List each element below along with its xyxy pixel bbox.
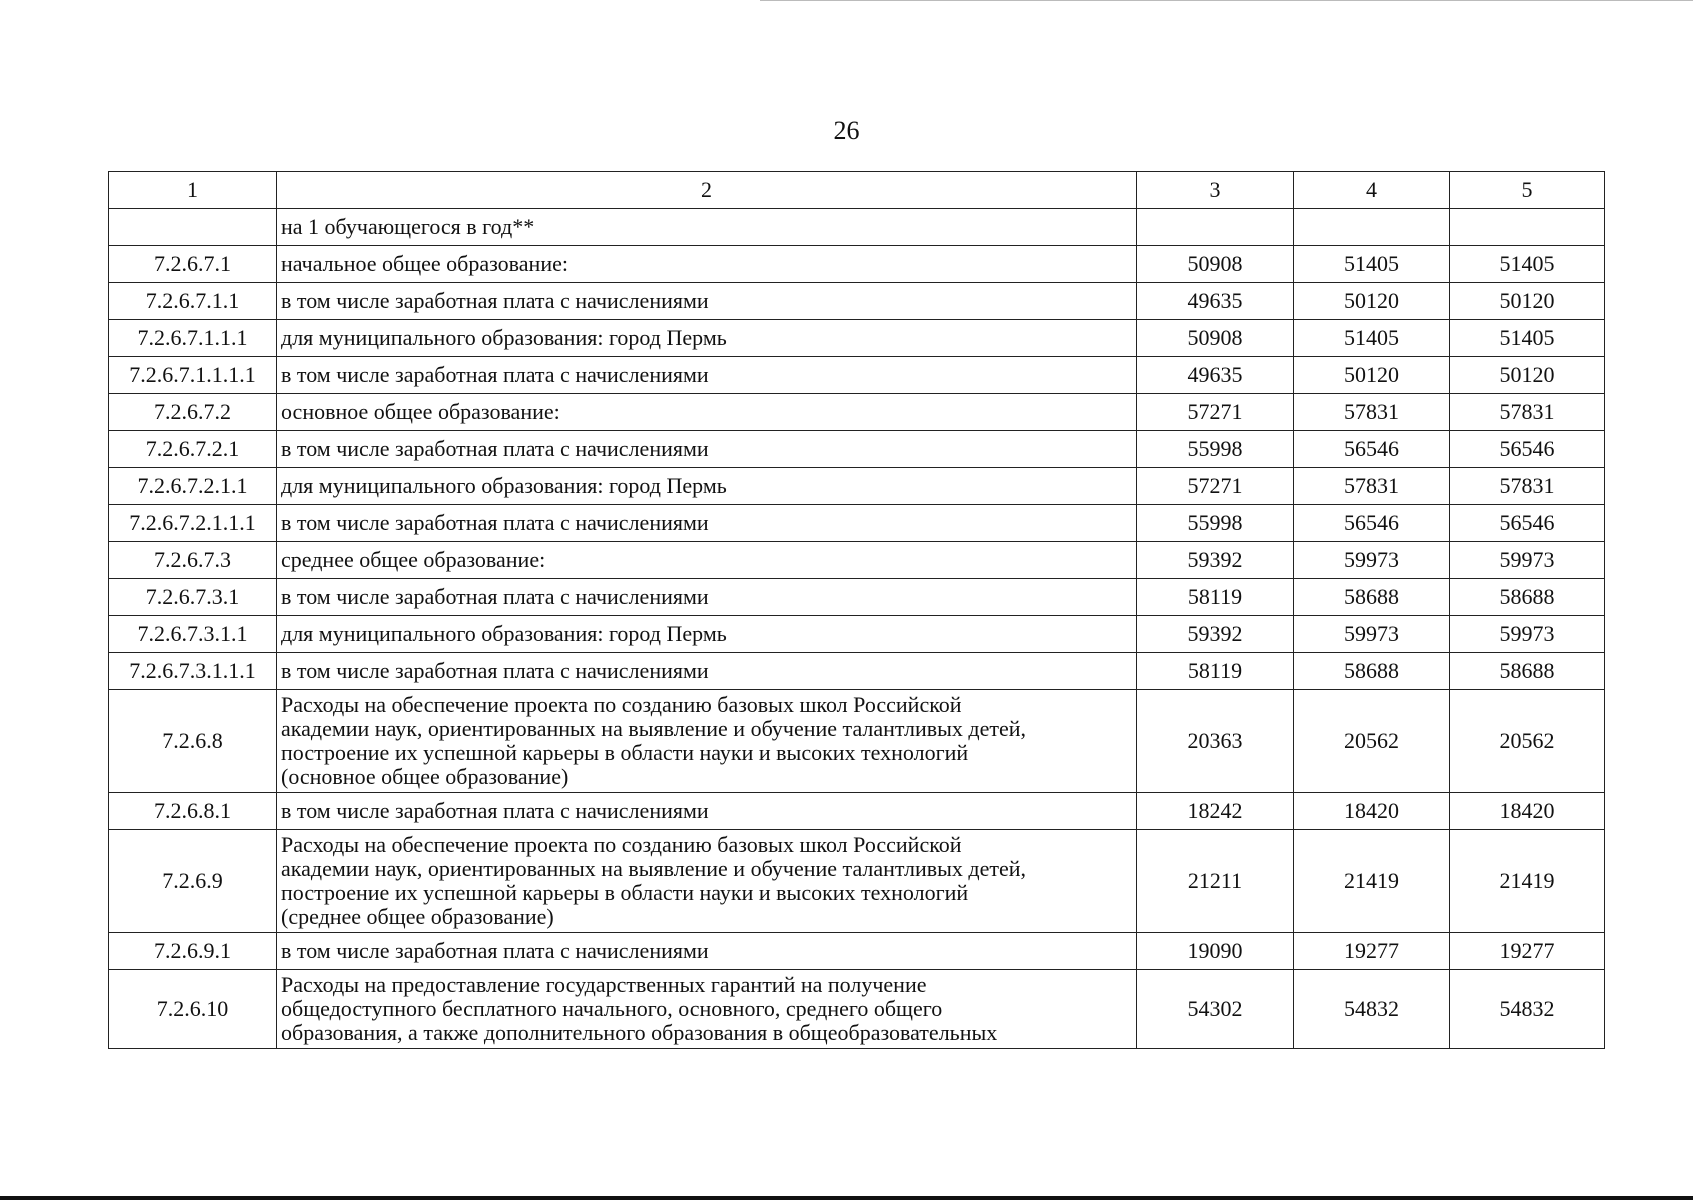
row-code-cell: 7.2.6.9 (109, 830, 277, 933)
row-code-cell: 7.2.6.7.3.1 (109, 579, 277, 616)
row-value-v5: 56546 (1450, 431, 1605, 468)
row-code-cell: 7.2.6.8.1 (109, 793, 277, 830)
row-value-v3: 50908 (1137, 246, 1294, 283)
row-value-v3: 19090 (1137, 933, 1294, 970)
row-name-cell: в том числе заработная плата с начислениями (277, 793, 1137, 830)
row-name-cell: для муниципального образования: город Пермь (277, 616, 1137, 653)
table-row (109, 616, 1605, 653)
row-code-cell: 7.2.6.9.1 (109, 933, 277, 970)
row-value-v4 (1294, 209, 1450, 246)
row-value-v4: 50120 (1294, 357, 1450, 394)
row-name-cell: основное общее образование: (277, 394, 1137, 431)
row-value-v3: 59392 (1137, 542, 1294, 579)
table-row (109, 505, 1605, 542)
table-body (109, 172, 1605, 1049)
row-value-v4: 50120 (1294, 283, 1450, 320)
column-number-cell: 5 (1450, 172, 1605, 209)
row-value-v3: 21211 (1137, 830, 1294, 933)
row-name-line: (среднее общее образование) (281, 904, 554, 929)
table-row (109, 320, 1605, 357)
row-name-cell: среднее общее образование: (277, 542, 1137, 579)
row-code-cell: 7.2.6.7.1.1.1.1 (109, 357, 277, 394)
row-name-line: общедоступного бесплатного начального, основного, среднего общего (281, 996, 943, 1021)
row-value-v3 (1137, 209, 1294, 246)
row-code-cell: 7.2.6.7.1 (109, 246, 277, 283)
row-code-cell: 7.2.6.7.2.1.1.1 (109, 505, 277, 542)
row-value-v5: 50120 (1450, 357, 1605, 394)
row-name-cell: в том числе заработная плата с начислениями (277, 653, 1137, 690)
table-row (109, 283, 1605, 320)
table-row (109, 830, 1605, 933)
row-value-v5: 54832 (1450, 970, 1605, 1049)
row-value-v4: 59973 (1294, 616, 1450, 653)
table-row (109, 468, 1605, 505)
row-code-cell: 7.2.6.7.1.1 (109, 283, 277, 320)
row-value-v5: 51405 (1450, 320, 1605, 357)
column-number-cell: 3 (1137, 172, 1294, 209)
row-value-v3: 59392 (1137, 616, 1294, 653)
table-row (109, 431, 1605, 468)
table-row (109, 542, 1605, 579)
row-value-v4: 21419 (1294, 830, 1450, 933)
table-row (109, 579, 1605, 616)
row-name-line: Расходы на обеспечение проекта по созданию базовых школ Российской (281, 692, 962, 717)
row-code-cell: 7.2.6.7.3.1.1.1 (109, 653, 277, 690)
row-value-v3: 50908 (1137, 320, 1294, 357)
row-value-v3: 57271 (1137, 468, 1294, 505)
column-number-cell: 2 (277, 172, 1137, 209)
row-name-cell: в том числе заработная плата с начислениями (277, 431, 1137, 468)
row-value-v5: 18420 (1450, 793, 1605, 830)
table-row (109, 970, 1605, 1049)
table-row (109, 246, 1605, 283)
table-row (109, 933, 1605, 970)
table-row (109, 209, 1605, 246)
row-name-line: построение их успешной карьеры в области науки и высоких технологий (281, 880, 969, 905)
row-name-cell: начальное общее образование: (277, 246, 1137, 283)
row-name-cell: в том числе заработная плата с начислениями (277, 357, 1137, 394)
row-value-v3: 57271 (1137, 394, 1294, 431)
row-value-v3: 55998 (1137, 505, 1294, 542)
row-value-v4: 59973 (1294, 542, 1450, 579)
table-row (109, 653, 1605, 690)
row-name-cell: для муниципального образования: город Пермь (277, 320, 1137, 357)
row-name-line: академии наук, ориентированных на выявление и обучение талантливых детей, (281, 856, 1027, 881)
row-value-v5: 57831 (1450, 394, 1605, 431)
row-value-v4: 20562 (1294, 690, 1450, 793)
row-value-v5: 59973 (1450, 616, 1605, 653)
row-value-v4: 51405 (1294, 320, 1450, 357)
row-name-cell: для муниципального образования: город Пермь (277, 468, 1137, 505)
row-code-cell: 7.2.6.7.3 (109, 542, 277, 579)
row-value-v3: 55998 (1137, 431, 1294, 468)
row-code-cell: 7.2.6.8 (109, 690, 277, 793)
row-value-v3: 18242 (1137, 793, 1294, 830)
page-number: 26 (833, 116, 860, 145)
table-row (109, 690, 1605, 793)
row-value-v3: 54302 (1137, 970, 1294, 1049)
row-value-v3: 49635 (1137, 283, 1294, 320)
row-name-line: (основное общее образование) (281, 764, 569, 789)
row-value-v4: 51405 (1294, 246, 1450, 283)
table-row (109, 357, 1605, 394)
budget-table (108, 171, 1605, 1049)
row-name-cell (277, 830, 1137, 933)
row-value-v3: 58119 (1137, 579, 1294, 616)
row-value-v5: 19277 (1450, 933, 1605, 970)
scan-bottom-edge (0, 1196, 1693, 1200)
row-value-v3: 49635 (1137, 357, 1294, 394)
row-name-line: построение их успешной карьеры в области науки и высоких технологий (281, 740, 969, 765)
column-number-cell: 4 (1294, 172, 1450, 209)
row-value-v5: 58688 (1450, 653, 1605, 690)
row-value-v4: 58688 (1294, 653, 1450, 690)
row-value-v4: 58688 (1294, 579, 1450, 616)
row-value-v5: 59973 (1450, 542, 1605, 579)
row-code-cell: 7.2.6.7.2.1 (109, 431, 277, 468)
scan-edge-line (760, 0, 1693, 1)
row-value-v5: 58688 (1450, 579, 1605, 616)
row-value-v4: 18420 (1294, 793, 1450, 830)
row-name-line: Расходы на предоставление государственных гарантий на получение (281, 972, 927, 997)
row-name-cell (277, 690, 1137, 793)
row-value-v4: 57831 (1294, 394, 1450, 431)
row-name-line: образования, а также дополнительного образования в общеобразовательных (281, 1020, 998, 1045)
row-value-v5: 20562 (1450, 690, 1605, 793)
row-value-v3: 20363 (1137, 690, 1294, 793)
row-name-cell: на 1 обучающегося в год** (277, 209, 1137, 246)
row-name-line: академии наук, ориентированных на выявление и обучение талантливых детей, (281, 716, 1027, 741)
row-value-v5: 56546 (1450, 505, 1605, 542)
row-value-v5: 21419 (1450, 830, 1605, 933)
row-value-v5: 50120 (1450, 283, 1605, 320)
table-row (109, 394, 1605, 431)
row-code-cell (109, 209, 277, 246)
row-value-v5: 51405 (1450, 246, 1605, 283)
row-value-v4: 19277 (1294, 933, 1450, 970)
row-name-cell: в том числе заработная плата с начислениями (277, 579, 1137, 616)
row-code-cell: 7.2.6.7.3.1.1 (109, 616, 277, 653)
row-name-cell (277, 970, 1137, 1049)
row-value-v3: 58119 (1137, 653, 1294, 690)
column-number-row (109, 172, 1605, 209)
row-name-cell: в том числе заработная плата с начислениями (277, 505, 1137, 542)
column-number-cell: 1 (109, 172, 277, 209)
row-name-cell: в том числе заработная плата с начислениями (277, 933, 1137, 970)
row-code-cell: 7.2.6.7.2.1.1 (109, 468, 277, 505)
row-value-v4: 56546 (1294, 431, 1450, 468)
table-row (109, 793, 1605, 830)
row-value-v4: 56546 (1294, 505, 1450, 542)
row-name-cell: в том числе заработная плата с начислениями (277, 283, 1137, 320)
row-value-v5: 57831 (1450, 468, 1605, 505)
row-code-cell: 7.2.6.7.2 (109, 394, 277, 431)
row-value-v4: 54832 (1294, 970, 1450, 1049)
row-name-line: Расходы на обеспечение проекта по созданию базовых школ Российской (281, 832, 962, 857)
row-code-cell: 7.2.6.10 (109, 970, 277, 1049)
row-value-v4: 57831 (1294, 468, 1450, 505)
row-code-cell: 7.2.6.7.1.1.1 (109, 320, 277, 357)
row-value-v5 (1450, 209, 1605, 246)
